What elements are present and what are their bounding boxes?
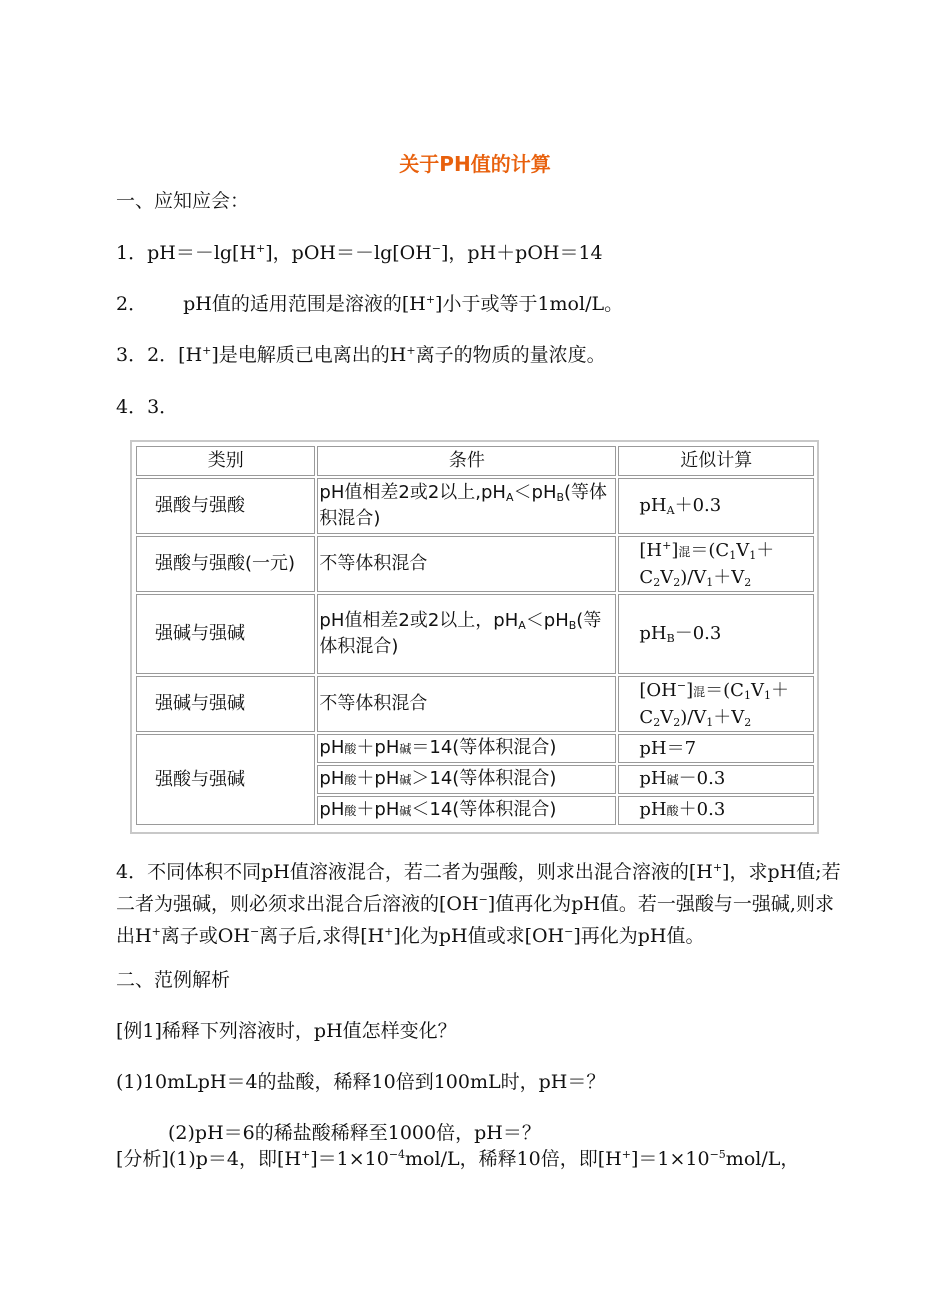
condition-cell: 不等体积混合 (317, 676, 616, 732)
category-cell: 强碱与强碱 (136, 676, 315, 732)
category-cell: 强酸与强酸(一元) (136, 536, 315, 592)
analysis-text: [分析](1)p＝4，即$[H^+]=1\times 10^{-4}mol/L$，稀释10倍，即$[H^+]=1\times 10^{-5}mol/L$， (116, 1148, 800, 1170)
condition-cell: pH值相差2或2以上，$pH_A<pH_B$(等体积混合) (317, 594, 616, 674)
page-title: 关于PH值的计算 (399, 152, 551, 176)
header-condition: 条件 (317, 446, 616, 476)
item-2 (116, 291, 623, 317)
item-3: 3．2．[H+]是电解质已电离出的H+离子的物质的量浓度。 (116, 344, 606, 366)
calc-cell: [H+]混$=(C_1V_1+C_2V_2)/V_1+V_2$ (618, 536, 814, 592)
condition-cell: pH酸＋pH碱＝14(等体积混合) (317, 734, 616, 763)
item-4: 4．3． (116, 396, 179, 418)
table-row (136, 676, 814, 732)
condition-cell: pH酸＋pH碱＜14(等体积混合) (317, 796, 616, 825)
category-cell: 强碱与强碱 (136, 594, 315, 674)
ph-calculation-table (130, 440, 819, 834)
category-cell: 强酸与强酸 (136, 478, 315, 534)
category-cell: 强酸与强碱 (136, 734, 315, 825)
calc-cell: [OH−]混$=(C_1V_1+C_2V_2)/V_1+V_2$ (618, 676, 814, 732)
calc-cell: pH＝7 (618, 734, 814, 763)
table-row (136, 734, 814, 763)
paragraph-4: 4．不同体积不同pH值溶液混合，若二者为强酸，则求出混合溶液的[H+]，求pH值;若二者为强碱，则必须求出混合后溶液的[OH−]值再化为pH值。若一强酸与一强碱,则求出H+离子或OH−离子后,求得[H+]化为pH值或求[OH−]再化为pH值。 (116, 861, 841, 947)
calc-cell: pH酸＋0.3 (618, 796, 814, 825)
table-row (136, 594, 814, 674)
calc-cell: $pH_A+0.3$ (618, 478, 814, 534)
header-calc: 近似计算 (618, 446, 814, 476)
item-2-number: 2． (116, 293, 148, 315)
table-header-row (136, 446, 814, 476)
question-2: (2)pH＝6的稀盐酸稀释至1000倍，pH＝？ (168, 1122, 541, 1144)
example-1-heading: [例1]稀释下列溶液时，pH值怎样变化？ (116, 1020, 457, 1042)
calc-cell: pH碱－0.3 (618, 765, 814, 794)
calc-cell: $pH_B-0.3$ (618, 594, 814, 674)
section-heading-2: 二、范例解析 (116, 969, 231, 991)
header-category: 类别 (136, 446, 315, 476)
condition-cell: pH酸＋pH碱＞14(等体积混合) (317, 765, 616, 794)
question-1: (1)10mLpH＝4的盐酸，稀释10倍到100mL时，pH＝？ (116, 1071, 606, 1093)
condition-cell: pH值相差2或2以上$,pH_A<pH_B$(等体积混合) (317, 478, 616, 534)
table-grid (134, 444, 816, 827)
condition-cell: 不等体积混合 (317, 536, 616, 592)
item-2-text: pH值的适用范围是溶液的[H+]小于或等于1mol/L。 (183, 293, 624, 315)
section-heading-1: 一、应知应会： (116, 190, 250, 212)
item-1: 1．pH＝－lg[H+]，pOH＝－lg[OH−]，pH＋pOH＝14 (116, 242, 603, 264)
table-row (136, 478, 814, 534)
table-row (136, 536, 814, 592)
